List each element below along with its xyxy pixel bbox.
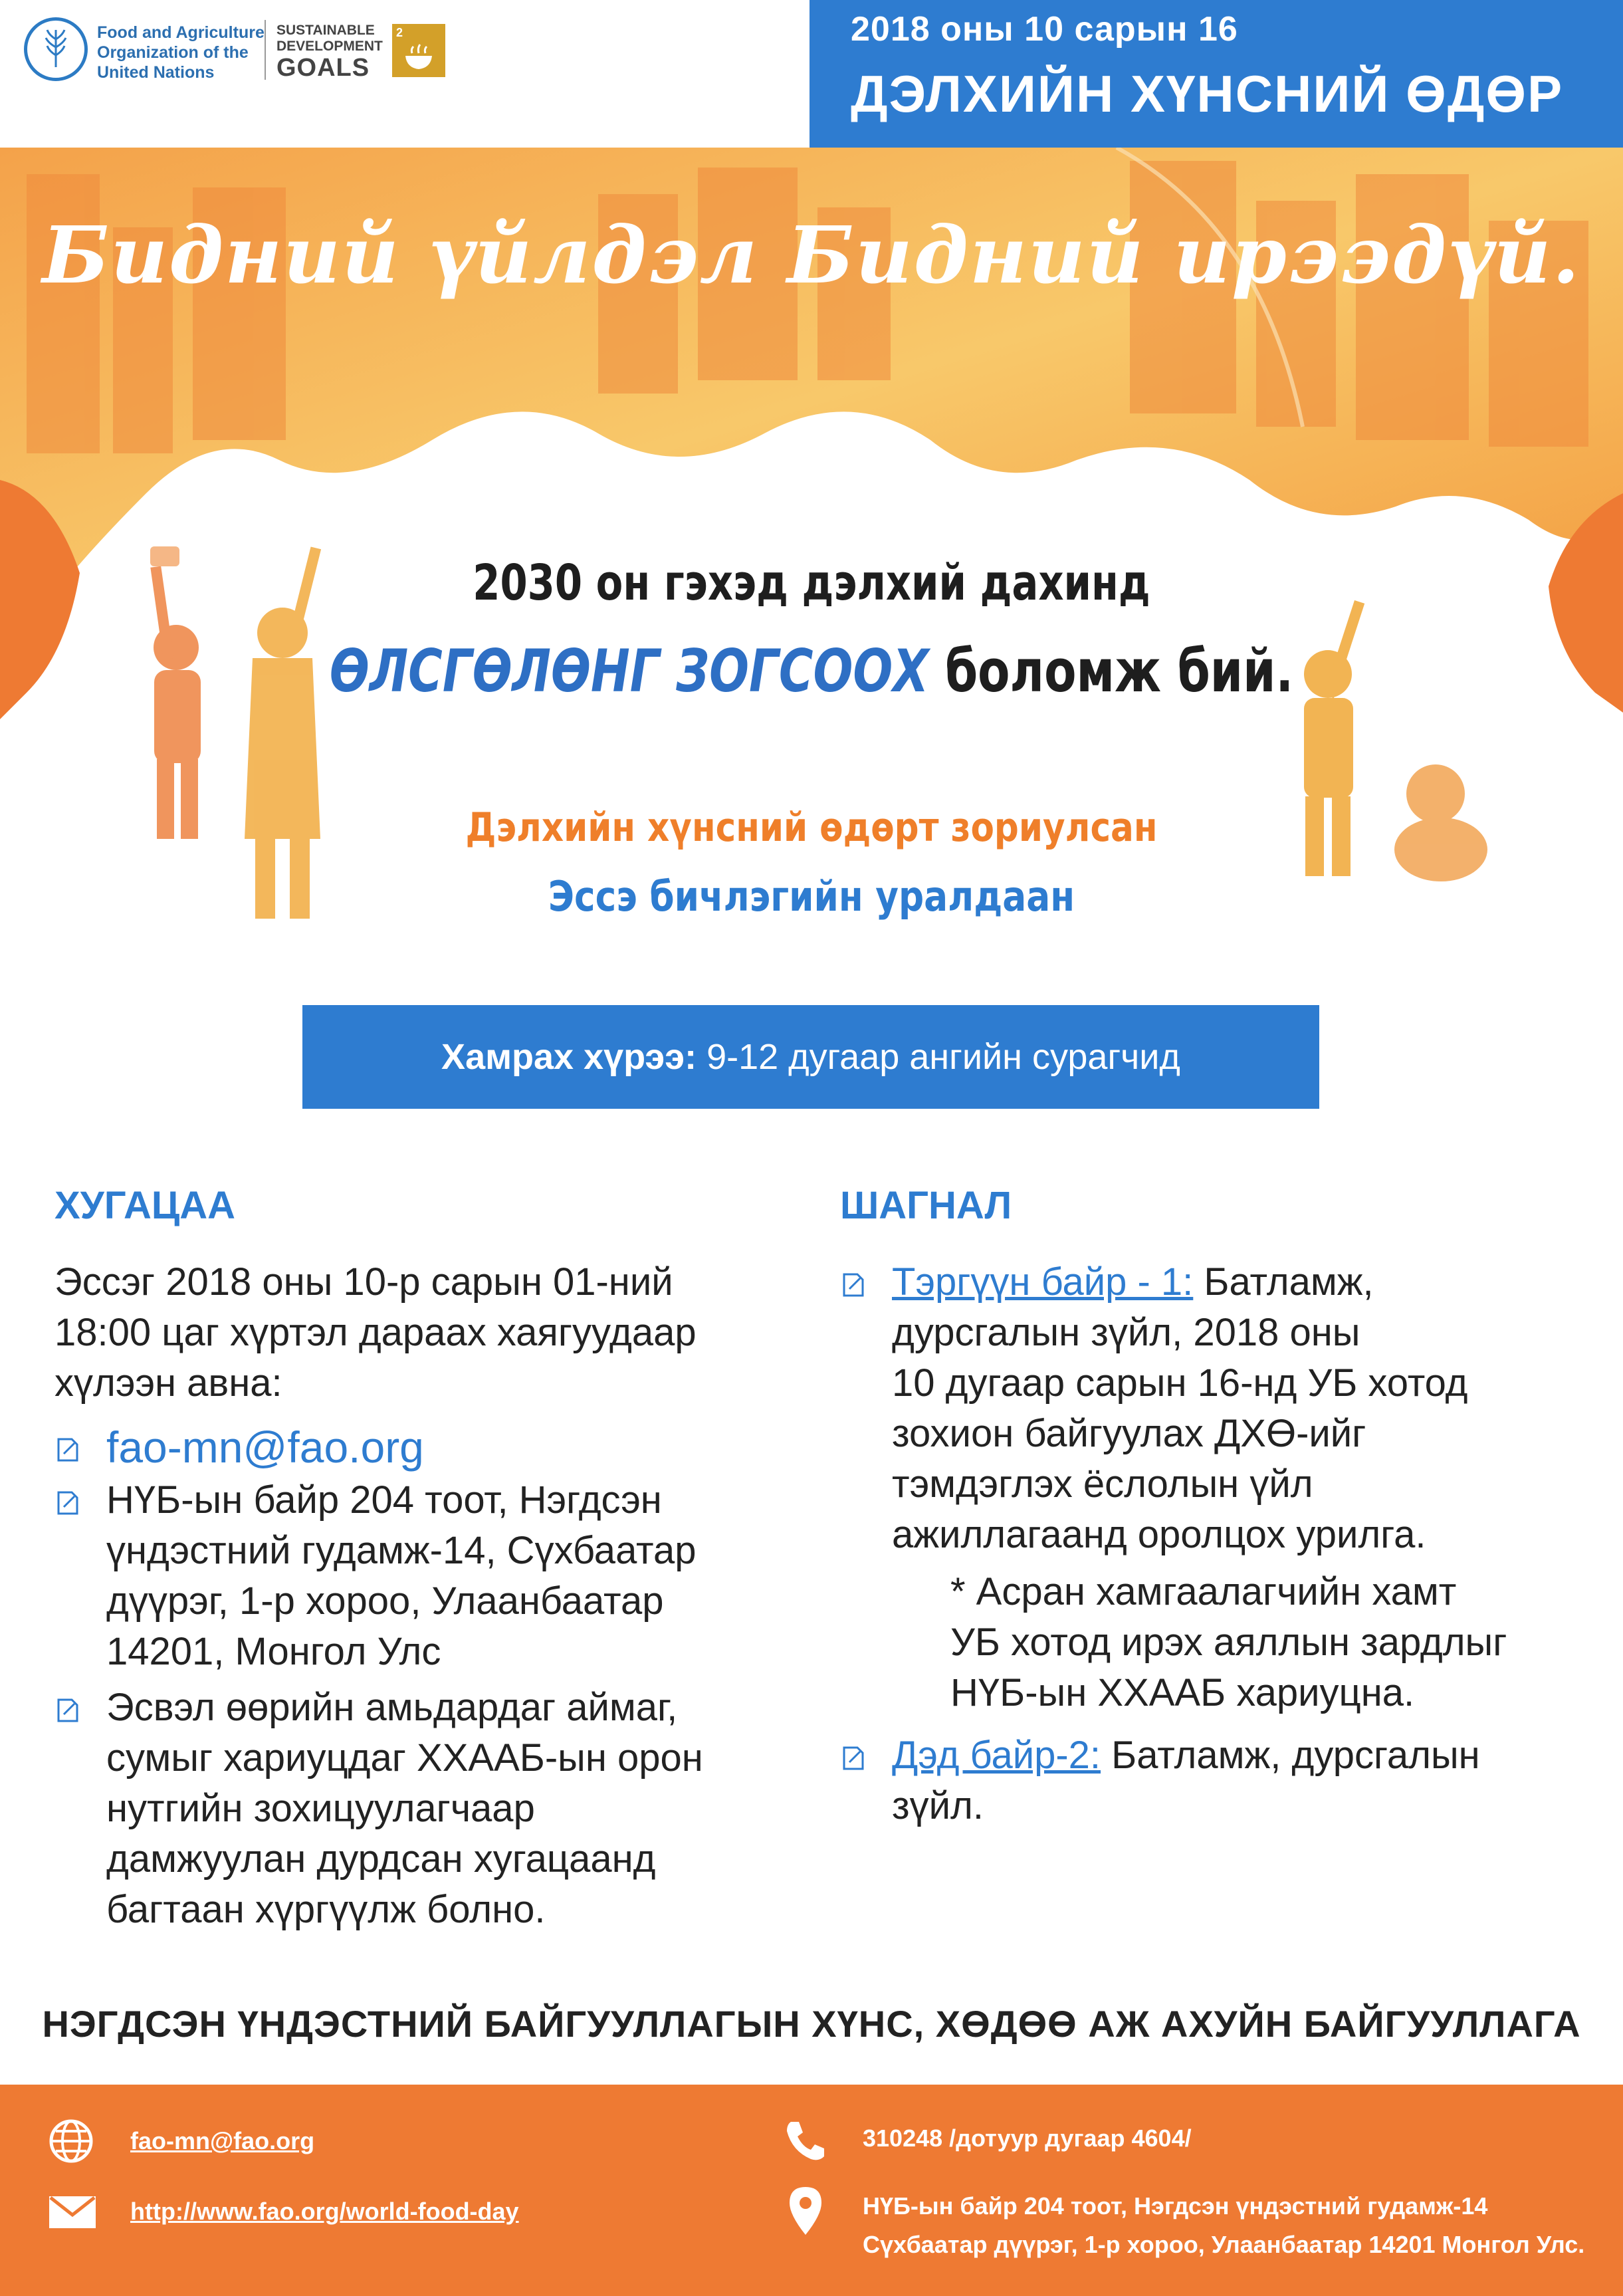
document-bullet-icon xyxy=(54,1436,81,1463)
deadline-intro-line: 18:00 цаг хүртэл дараах хаягуудаар xyxy=(54,1311,697,1354)
address-line: 14201, Монгол Улс xyxy=(106,1630,441,1673)
prize-section xyxy=(840,1183,1584,1831)
first-prize-line: зохион байгуулах ДХӨ-ийг xyxy=(892,1412,1366,1455)
document-bullet-icon xyxy=(840,1272,867,1298)
first-prize-line: дурсгалын зүйл, 2018 оны xyxy=(892,1311,1360,1354)
footer xyxy=(0,2085,1623,2296)
fao-name-line: Organization of the xyxy=(97,43,249,62)
first-prize-line: 10 дугаар сарын 16-нд УБ хотод xyxy=(892,1361,1468,1405)
alternative-line: нутгийн зохицуулагчаар xyxy=(106,1787,535,1830)
footer-email-link[interactable]: fao-mn@fao.org xyxy=(130,2127,315,2154)
submission-email-link[interactable]: fao-mn@fao.org xyxy=(106,1423,424,1472)
first-prize-line: тэмдэглэх ёслолын үйл xyxy=(892,1462,1313,1506)
prize-title: ШАГНАЛ xyxy=(840,1184,1012,1227)
event-date-box xyxy=(810,0,1623,148)
footer-address-line: НҮБ-ын байр 204 тоот, Нэгдсэн үндэстний гудамж-14 xyxy=(863,2192,1488,2220)
address-line: үндэстний гудамж-14, Сүхбаатар xyxy=(106,1529,697,1572)
headline-tail: боломж бий. xyxy=(945,637,1294,705)
contest-subtitle: Дэлхийн хүнсний өдөрт зориулсан xyxy=(465,804,1158,851)
fao-logo xyxy=(24,17,88,81)
globe-icon xyxy=(48,2118,94,2164)
deadline-section xyxy=(54,1183,786,1935)
sdg-goal-2-icon xyxy=(392,24,445,77)
sdg-goal-number: 2 xyxy=(396,26,403,39)
header xyxy=(0,0,1623,148)
deadline-intro xyxy=(54,1257,786,1409)
alternative-line: багтаан хүргүүлж болно. xyxy=(106,1888,546,1931)
address-line: дүүрэг, 1-р хороо, Улаанбаатар xyxy=(106,1579,664,1623)
second-prize-item xyxy=(840,1730,1584,1831)
campaign-slogan: Бидний үйлдэл Бидний ирээдүй. xyxy=(42,209,1581,301)
alternative-line: сумыг хариуцдаг ХХААБ-ын орон xyxy=(106,1736,703,1779)
address-line: НҮБ-ын байр 204 тоот, Нэгдсэн xyxy=(106,1478,662,1522)
second-prize-line: Батламж, дурсгалын xyxy=(1111,1734,1480,1777)
headline-line-2 xyxy=(162,637,1461,705)
phone-icon xyxy=(782,2118,828,2164)
sdg-name-line: DEVELOPMENT xyxy=(276,39,383,54)
sdg-logo xyxy=(276,23,383,81)
sdg-goals-text: GOALS xyxy=(276,54,370,82)
prize-note-line: УБ хотод ирэх аяллын зардлыг xyxy=(950,1621,1507,1664)
alternative-line: Эсвэл өөрийн амьдардаг аймаг, xyxy=(106,1686,678,1729)
event-title: ДЭЛХИЙН ХҮНСНИЙ ӨДӨР xyxy=(851,64,1564,123)
scope-banner xyxy=(302,1005,1319,1109)
document-bullet-icon xyxy=(54,1490,81,1516)
scope-value: 9-12 дугаар ангийн сурагчид xyxy=(706,1037,1180,1077)
organization-name: НЭГДСЭН ҮНДЭСТНИЙ БАЙГУУЛЛАГЫН ХҮНС, ХӨДӨӨ АЖ АХУЙН БАЙГУУЛЛАГА xyxy=(42,2003,1581,2045)
logo-divider xyxy=(265,20,266,80)
prize-note xyxy=(840,1567,1584,1718)
submission-address-item xyxy=(54,1475,786,1677)
document-bullet-icon xyxy=(54,1697,81,1724)
first-prize-item xyxy=(840,1257,1584,1560)
second-prize-label: Дэд байр-2: xyxy=(892,1734,1101,1777)
document-bullet-icon xyxy=(840,1745,867,1772)
mail-icon xyxy=(48,2195,97,2230)
headline-emphasis: ӨЛСГӨЛӨНГ ЗОГСООХ xyxy=(329,637,929,705)
fao-name-line: United Nations xyxy=(97,63,215,82)
alternative-line: дамжуулан дурдсан хугацаанд xyxy=(106,1837,656,1881)
footer-address-line: Сүхбаатар дүүрэг, 1-р хороо, Улаанбаатар 14201 Монгол Улс. xyxy=(863,2231,1585,2258)
location-pin-icon xyxy=(788,2186,823,2236)
headline-line-1: 2030 он гэхэд дэлхий дахинд xyxy=(473,554,1150,612)
prize-note-line: НҮБ-ын ХХААБ хариуцна. xyxy=(950,1671,1415,1714)
contest-title: Эссэ бичлэгийн уралдаан xyxy=(548,872,1075,921)
footer-website-link[interactable]: http://www.fao.org/world-food-day xyxy=(130,2198,519,2225)
scope-label: Хамрах хүрээ: xyxy=(441,1037,697,1077)
event-date: 2018 оны 10 сарын 16 xyxy=(851,10,1238,49)
first-prize-line: ажиллагаанд оролцох урилга. xyxy=(892,1513,1426,1556)
second-prize-line: зүйл. xyxy=(892,1784,984,1827)
fao-name-line: Food and Agriculture xyxy=(97,23,265,42)
prize-note-line: * Асран хамгаалагчийн хамт xyxy=(950,1570,1457,1613)
footer-phone: 310248 /дотуур дугаар 4604/ xyxy=(863,2124,1192,2152)
hero-banner xyxy=(0,148,1623,972)
first-prize-line: Батламж, xyxy=(1204,1260,1374,1304)
submission-alternative-item xyxy=(54,1682,786,1935)
fao-name xyxy=(97,23,265,82)
deadline-intro-line: хүлээн авна: xyxy=(54,1361,282,1405)
first-prize-label: Тэргүүн байр - 1: xyxy=(892,1260,1194,1304)
deadline-title: ХУГАЦАА xyxy=(54,1184,236,1227)
submission-email-item xyxy=(54,1422,786,1472)
deadline-intro-line: Эссэг 2018 оны 10-р сарын 01-ний xyxy=(54,1260,673,1304)
sdg-name-line: SUSTAINABLE xyxy=(276,23,375,38)
